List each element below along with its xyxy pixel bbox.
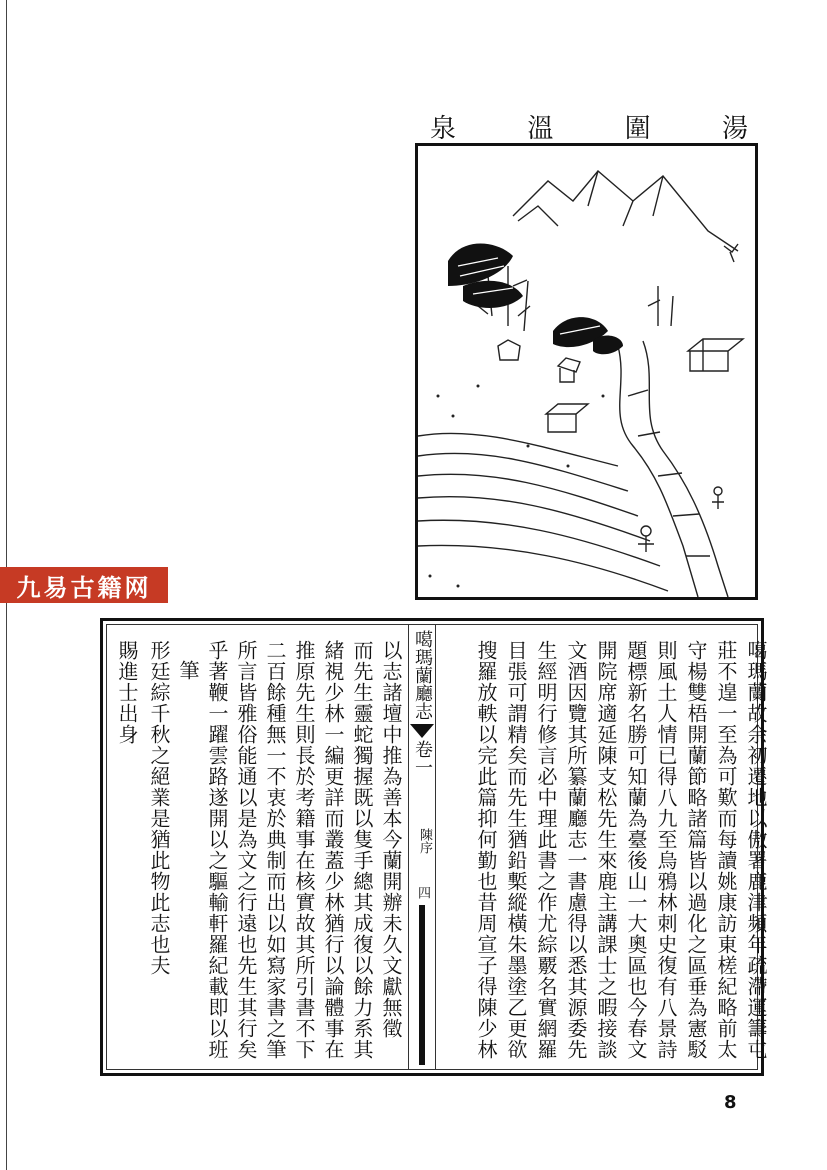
- landscape-drawing: [418, 146, 755, 597]
- banxin-book-title: 噶瑪蘭廳志: [412, 630, 433, 720]
- page-number: 8: [724, 1092, 737, 1113]
- text-column: 形廷綜千秋之絕業是猶此物此志也夫: [147, 640, 171, 976]
- text-column: 推原先生則長於考籍事在核實故其所引書不下: [292, 640, 316, 1060]
- text-column: 莊不遑一至為可歎而每讀姚康訪東槎紀略前太: [714, 640, 738, 1060]
- text-column: 所言皆雅俗能通以是為文之行遠也先生其行矣: [234, 640, 258, 1060]
- banxin-volume: 卷一: [412, 740, 433, 776]
- title-char: 湯: [721, 113, 750, 144]
- banxin-black-bar: [419, 905, 425, 1065]
- text-column: 題標新名勝可知蘭為臺後山一大奧區也今春文: [624, 640, 648, 1060]
- text-column: 以志諸壇中推為善本今蘭開辦未久文獻無徵: [379, 640, 403, 1039]
- text-column: 筆: [176, 660, 200, 681]
- title-char: 泉: [430, 113, 459, 144]
- text-column: 文酒因覽其所纂蘭廳志一書慮得以悉其源委先: [564, 640, 588, 1060]
- banxin-chapter: 陳序: [417, 828, 432, 854]
- text-column: 開院席適延陳支松先生來鹿主講課士之暇接談: [594, 640, 618, 1060]
- text-column: 而先生靈蛇獨握既以隻手總其成復以餘力系其: [350, 640, 374, 1060]
- text-column: 賜進士出身: [115, 640, 139, 745]
- text-column: 乎著鞭一躍雲路遂開以之驅輸軒羅紀載即以班: [205, 640, 229, 1060]
- text-column: 搜羅放軼以完此篇抑何勤也昔周宣子得陳少林: [474, 640, 498, 1060]
- title-char: 圍: [624, 113, 653, 144]
- text-column: 噶瑪蘭故余初遷地以傲署鹿津頻年疏滯運籌屯: [744, 640, 768, 1060]
- hot-spring-illustration: [415, 143, 758, 600]
- title-char: 溫: [527, 113, 556, 144]
- text-column: 目張可謂精矣而先生猶鉛槧縱橫朱墨塗乙更欲: [504, 640, 528, 1060]
- fishtail-mark: [410, 724, 434, 738]
- text-column: 緒視少林一編更詳而叢蓋少林猶行以論體事在: [321, 640, 345, 1060]
- text-column: 生經明行修言必中理此書之作尤綜覈名實網羅: [534, 640, 558, 1060]
- text-column: 則風土人情已得八九至烏鴉林刺史復有八景詩: [654, 640, 678, 1060]
- banxin-page-number: 四: [415, 886, 430, 899]
- watermark-label: 九易古籍网: [0, 567, 168, 603]
- text-column: 守楊雙梧開蘭節略諸篇皆以過化之區垂為憲駁: [684, 640, 708, 1060]
- text-column: 二百餘種無一不衷於典制而出以如寫家書之筆: [263, 640, 287, 1060]
- illustration-title: [430, 108, 750, 144]
